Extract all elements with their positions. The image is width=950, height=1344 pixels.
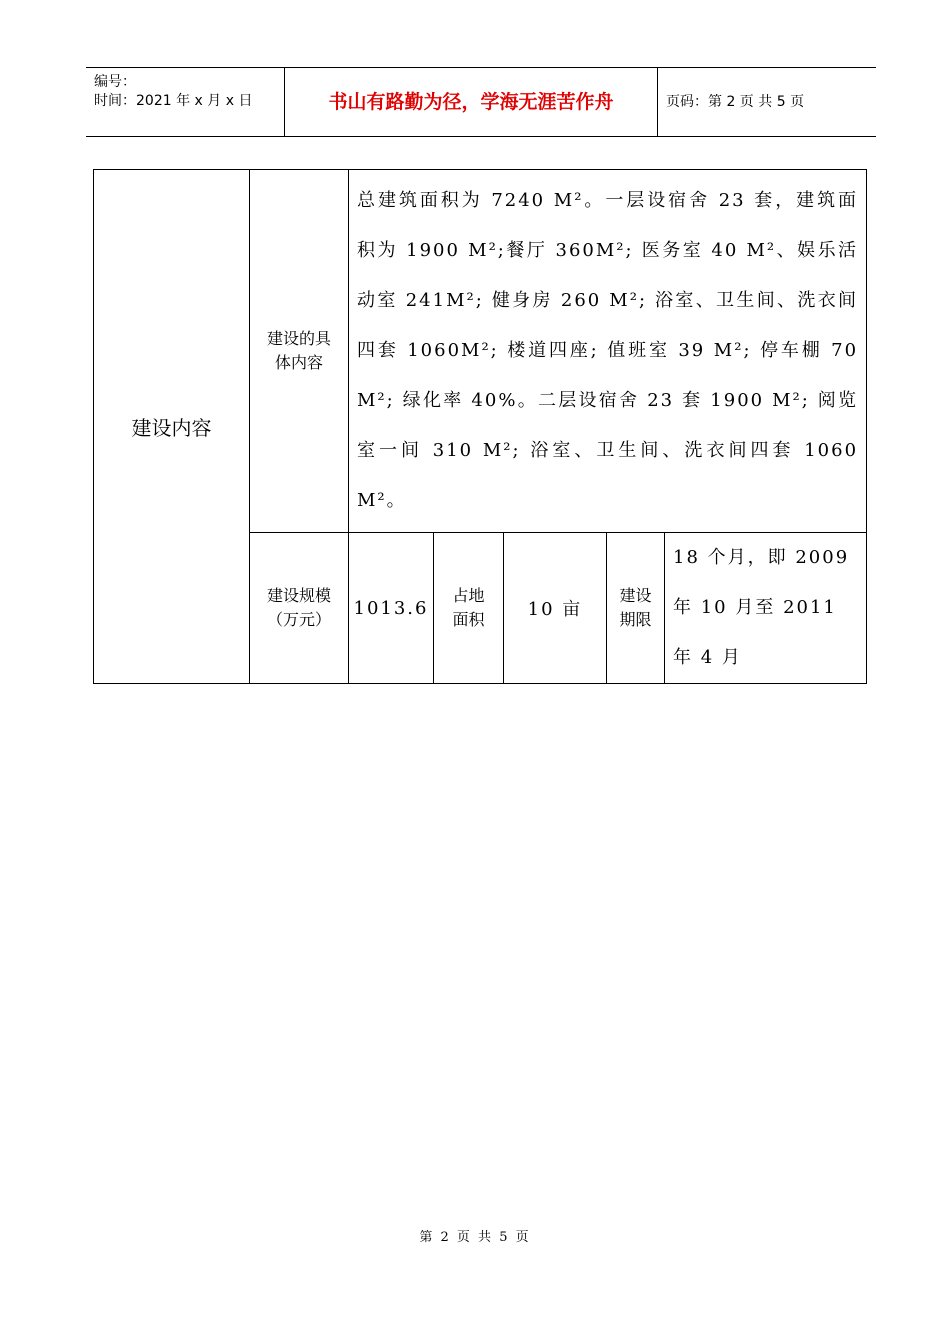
code-label: 编号：: [94, 74, 136, 90]
detail-text: 总建筑面积为 7240 M²。一层设宿舍 23 套，建筑面积为 1900 M²;餐厅 360M²; 医务室 40 M²、娱乐活动室 241M²; 健身房 260 M²; 浴室、卫生间、洗衣间四套 1060M²; 楼道四座; 值班室 39 M²; 停车棚 70 M²; 绿化率 40%。二层设宿舍 23 套 1900 M²; 阅览室一间 310 M²; 浴室、卫生间、洗衣间四套 1060 M²。: [349, 170, 867, 533]
section-label: 建设内容: [94, 170, 250, 684]
detail-label: 建设的具体内容: [250, 170, 349, 533]
construction-table: [93, 169, 867, 684]
period-label: 建设期限: [607, 533, 665, 684]
header-motto: 书山有路勤为径，学海无涯苦作舟: [285, 68, 658, 136]
page-footer: 第 2 页 共 5 页: [419, 1230, 531, 1245]
document-header: [86, 67, 876, 137]
detail-row: [94, 170, 867, 533]
scale-value: 1013.6: [349, 533, 434, 684]
header-meta: [86, 68, 285, 136]
area-label: 占地面积: [434, 533, 504, 684]
time-label: 时间：2021 年 x 月 x 日: [94, 93, 253, 109]
scale-label: 建设规模（万元）: [250, 533, 349, 684]
header-page-info: 页码：第 2 页 共 5 页: [666, 94, 805, 110]
area-value: 10 亩: [504, 533, 607, 684]
period-value: 18 个月，即 2009 年 10 月至 2011 年 4 月: [665, 533, 867, 684]
